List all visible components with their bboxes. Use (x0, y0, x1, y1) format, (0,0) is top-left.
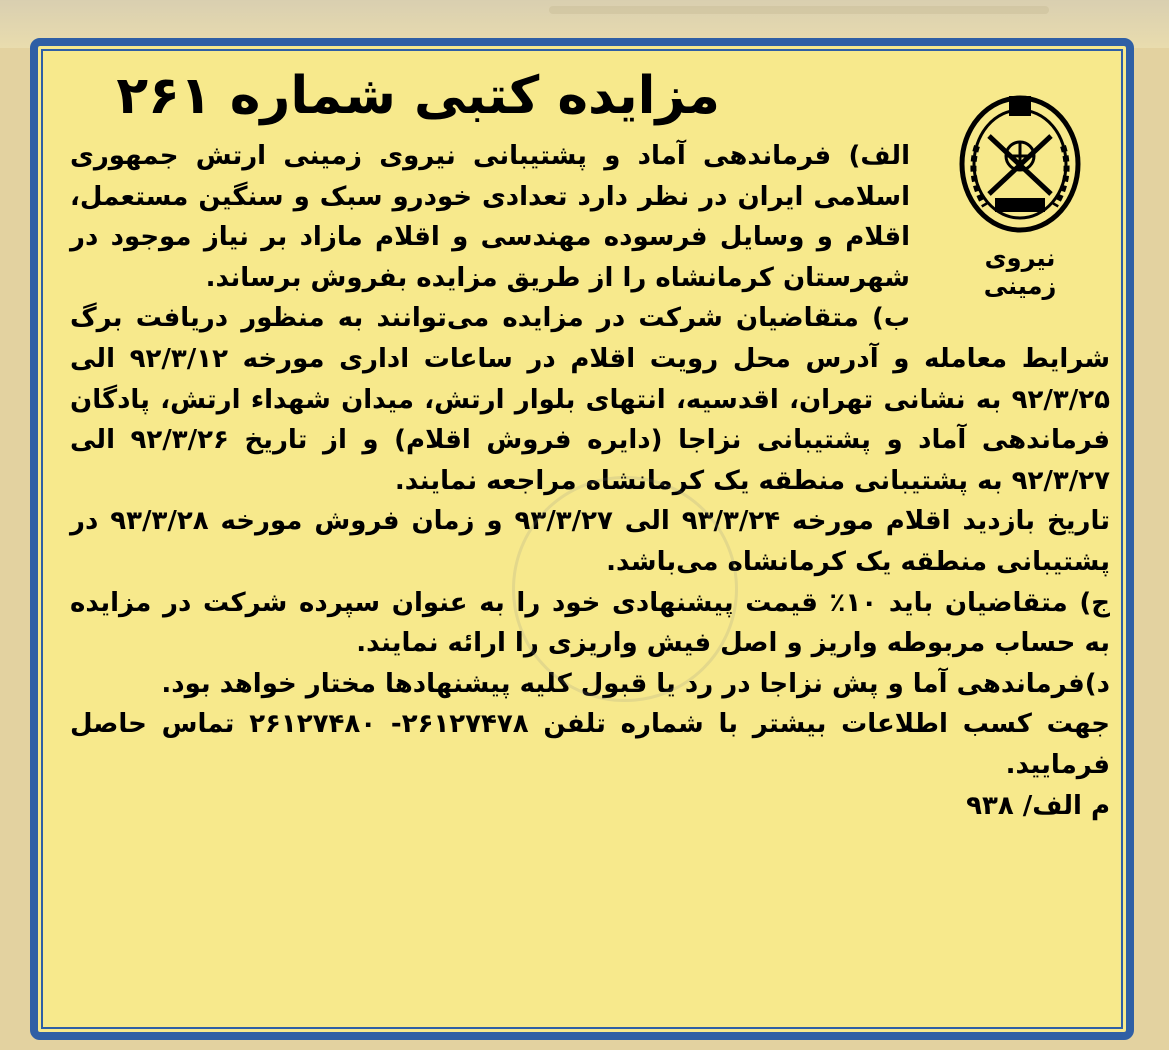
emblem-spacer (910, 136, 1110, 304)
ad-title: مزایده کتبی شماره ۲۶۱ (116, 66, 720, 126)
paragraph-visit-date: تاریخ بازدید اقلام مورخه ۹۳/۳/۲۴ الی ۹۳/۳/۲۷ و زمان فروش مورخه ۹۳/۳/۲۸ در پشتیبانی منطقه یک کرمانشاه می‌باشد. (70, 506, 1110, 577)
ad-body (70, 136, 1110, 826)
paragraph-jim: ج) متقاضیان باید ۱۰٪ قیمت پیشنهادی خود را به عنوان سپرده شرکت در مزایده به حساب مربوطه واریز و اصل فیش واریزی را ارائه نمایند. (70, 587, 1110, 659)
paragraph-alef: الف) فرماندهی آماد و پشتیبانی نیروی زمینی ارتش جمهوری اسلامی ایران در نظر دارد تعدادی خودرو سبک و سنگین مستعمل، اقلام و وسایل فرسوده مهندسی و اقلام مازاد بر نیاز موجود در شهرستان کرمانشاه را از طریق مزایده بفروش برساند. (70, 141, 910, 293)
ad-content (62, 56, 1110, 1026)
paragraph-contact: جهت کسب اطلاعات بیشتر با شماره تلفن ۲۶۱۲۷۴۷۸- ۲۶۱۲۷۴۸۰ تماس حاصل فرمایید. (70, 709, 1110, 780)
reference-number: م الف/ ۹۳۸ (966, 790, 1110, 821)
adjacent-ad-bleed (549, 6, 1049, 14)
emblem-label: نیروی زمینی (983, 244, 1057, 300)
paragraph-be: ب) متقاضیان شرکت در مزایده می‌توانند به منظور دریافت برگ شرایط معامله و آدرس محل رویت اقلام در ساعات اداری مورخه ۹۲/۳/۱۲ الی ۹۲/۳/۲۵ به نشانی تهران، اقدسیه، انتهای بلوار ارتش، میدان شهداء ارتش، پادگان فرماندهی آماد و پشتیبانی نزاجا (دایره فروش اقلام) و از تاریخ ۹۲/۳/۲۶ الی ۹۲/۳/۲۷ به پشتیبانی منطقه یک کرمانشاه مراجعه نمایند. (70, 303, 1111, 496)
paragraph-dal: د)فرماندهی آما و پش نزاجا در رد یا قبول کلیه پیشنهادها مختار خواهد بود. (161, 668, 1110, 699)
